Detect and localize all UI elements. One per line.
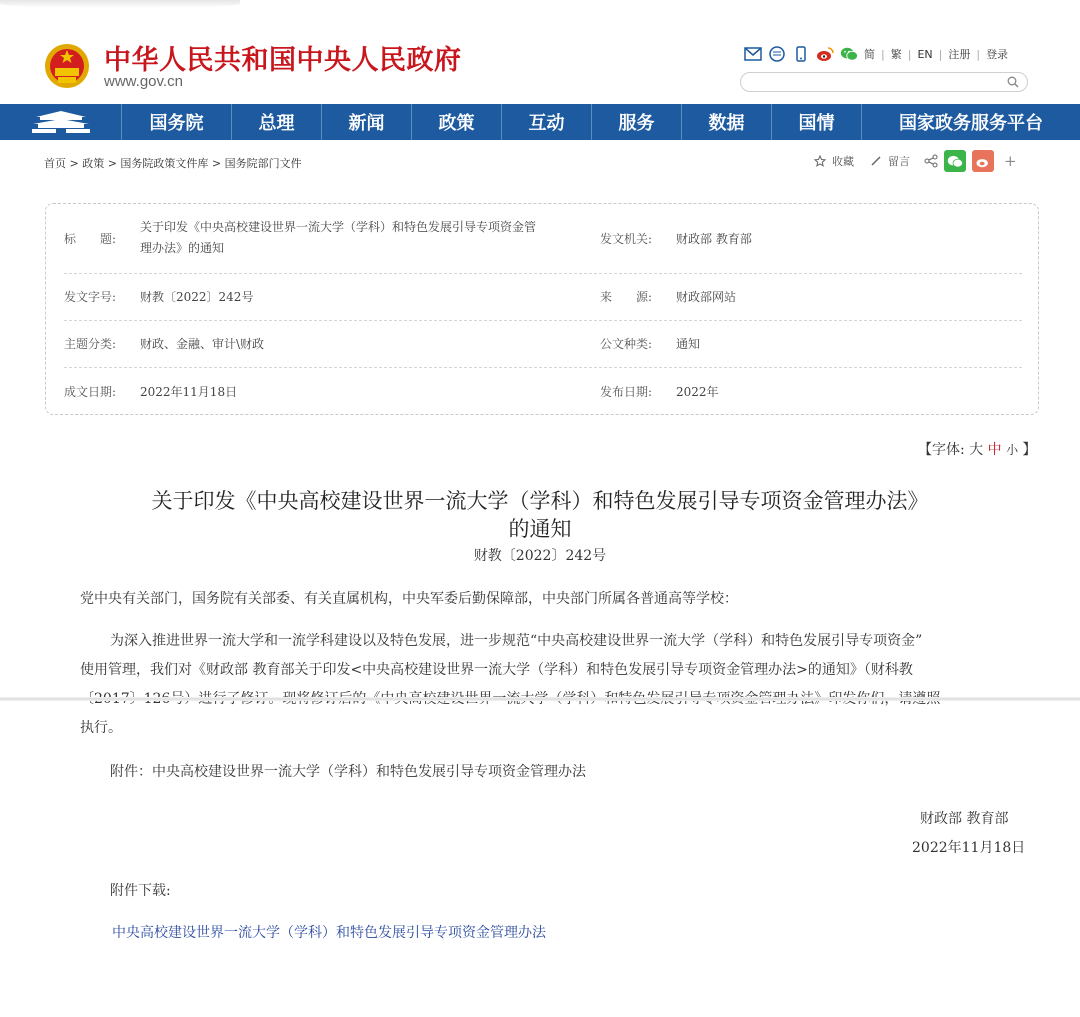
- info-row: [64, 274, 1022, 321]
- nav-item-news[interactable]: 新闻: [322, 104, 412, 140]
- signer: 财政部 教育部: [920, 811, 1009, 827]
- download-label: 附件下载:: [110, 883, 171, 899]
- pen-icon[interactable]: [870, 155, 882, 167]
- title-value-line1: 关于印发《中央高校建设世界一流大学（学科）和特色发展引导专项资金管: [140, 220, 537, 234]
- breadcrumb[interactable]: 首页 > 政策 > 国务院政策文件库 > 国务院部门文件: [44, 157, 302, 170]
- comment-button[interactable]: 留言: [888, 155, 910, 168]
- more-share-button[interactable]: +: [1004, 152, 1017, 170]
- body-line: 为深入推进世界一流大学和一流学科建设以及特色发展，进一步规范“中央高校建设世界一流大学（学科）和特色发展引导专项资金”: [110, 633, 923, 649]
- wechat-share-icon[interactable]: [944, 150, 966, 172]
- wechat-icon[interactable]: [840, 46, 858, 62]
- font-size-prefix: 【字体:: [918, 442, 965, 458]
- site-url[interactable]: www.gov.cn: [104, 73, 183, 90]
- written-date-label: 成文日期:: [64, 385, 117, 399]
- nav-item-data[interactable]: 数据: [682, 104, 772, 140]
- share-icon[interactable]: [924, 154, 938, 168]
- font-size-large-button[interactable]: 大: [969, 442, 984, 458]
- info-row: [64, 321, 1022, 368]
- nav-item-national-profile[interactable]: 国情: [772, 104, 862, 140]
- title-value-line2: 理办法》的通知: [140, 241, 225, 255]
- weibo-share-icon[interactable]: [972, 150, 994, 172]
- site-header: [0, 0, 1080, 104]
- signing-date: 2022年11月18日: [912, 840, 1026, 856]
- article-doc-number: 财教〔2022〕242号: [473, 548, 607, 564]
- topic-value: 财政、金融、审计\财政: [140, 337, 265, 351]
- source-value: 财政部网站: [676, 290, 737, 304]
- salutation: 党中央有关部门，国务院有关部委、有关直属机构，中央军委后勤保障部，中央部门所属各普通高等学校：: [80, 591, 738, 607]
- font-size-suffix: 】: [1022, 442, 1037, 458]
- nav-item-premier[interactable]: 总理: [232, 104, 322, 140]
- docno-value: 财教〔2022〕242号: [140, 290, 254, 304]
- weibo-icon[interactable]: [816, 46, 834, 62]
- document-info-panel: [45, 203, 1039, 415]
- written-date-value: 2022年11月18日: [140, 385, 238, 399]
- font-size-small-button[interactable]: 小: [1006, 443, 1019, 457]
- font-size-medium-button[interactable]: 中: [987, 442, 1002, 458]
- top-shadow: [0, 0, 240, 8]
- share-bar: [814, 150, 1017, 172]
- star-icon[interactable]: [814, 155, 826, 167]
- mail-icon[interactable]: [744, 46, 762, 62]
- register-link[interactable]: 注册: [948, 48, 971, 61]
- message-icon[interactable]: [768, 46, 786, 62]
- separator: |: [976, 47, 981, 61]
- issuer-value: 财政部 教育部: [676, 232, 752, 246]
- site-title[interactable]: 中华人民共和国中央人民政府: [104, 45, 462, 76]
- article-title-line2: 的通知: [508, 517, 572, 541]
- nav-item-interaction[interactable]: 互动: [502, 104, 592, 140]
- main-nav: [0, 104, 1080, 140]
- lang-english[interactable]: EN: [917, 47, 933, 61]
- national-emblem-icon[interactable]: [44, 42, 90, 90]
- title-value: [140, 217, 600, 259]
- attachment-download-link[interactable]: 中央高校建设世界一流大学（学科）和特色发展引导专项资金管理办法: [112, 925, 546, 941]
- favorite-button[interactable]: 收藏: [832, 155, 854, 168]
- source-label: 来 源:: [600, 290, 653, 304]
- attachment-note: 附件：中央高校建设世界一流大学（学科）和特色发展引导专项资金管理办法: [110, 764, 586, 780]
- nav-item-services[interactable]: 服务: [592, 104, 682, 140]
- tiananmen-icon: [30, 109, 92, 135]
- body-line: 执行。: [80, 720, 122, 736]
- article-body: [80, 627, 1020, 743]
- header-tools: [744, 44, 1008, 64]
- body-line: 使用管理，我们对《财政部 教育部关于印发<中央高校建设世界一流大学（学科）和特色发展引导专项资金管理办法>的通知》（财科教: [80, 662, 913, 678]
- separator: |: [881, 47, 885, 61]
- nav-home[interactable]: [0, 104, 122, 140]
- info-row: [64, 368, 1022, 415]
- topic-label: 主题分类:: [64, 337, 117, 351]
- publish-date-value: 2022年: [676, 385, 719, 399]
- separator: |: [907, 47, 912, 61]
- publish-date-label: 发布日期:: [600, 385, 653, 399]
- login-link[interactable]: 登录: [986, 48, 1009, 61]
- article-title-line1: 关于印发《中央高校建设世界一流大学（学科）和特色发展引导专项资金管理办法》: [151, 489, 929, 513]
- type-value: 通知: [676, 337, 701, 351]
- nav-item-state-council[interactable]: 国务院: [122, 104, 232, 140]
- search-input[interactable]: [740, 72, 1028, 92]
- search-icon[interactable]: [1007, 76, 1019, 88]
- lang-simplified[interactable]: 简: [864, 48, 875, 61]
- nav-item-policy[interactable]: 政策: [412, 104, 502, 140]
- type-label: 公文种类:: [600, 337, 653, 351]
- lang-traditional[interactable]: 繁: [890, 48, 902, 61]
- separator: |: [938, 47, 943, 61]
- font-size-switcher: [918, 439, 1037, 459]
- info-row: [64, 204, 1022, 274]
- nav-item-service-platform[interactable]: 国家政务服务平台: [899, 113, 1043, 134]
- issuer-label: 发文机关:: [600, 232, 653, 246]
- docno-label: 发文字号:: [64, 290, 117, 304]
- title-label: 标 题:: [64, 232, 117, 246]
- mobile-icon[interactable]: [792, 46, 810, 62]
- page-fold-line: [0, 697, 1080, 701]
